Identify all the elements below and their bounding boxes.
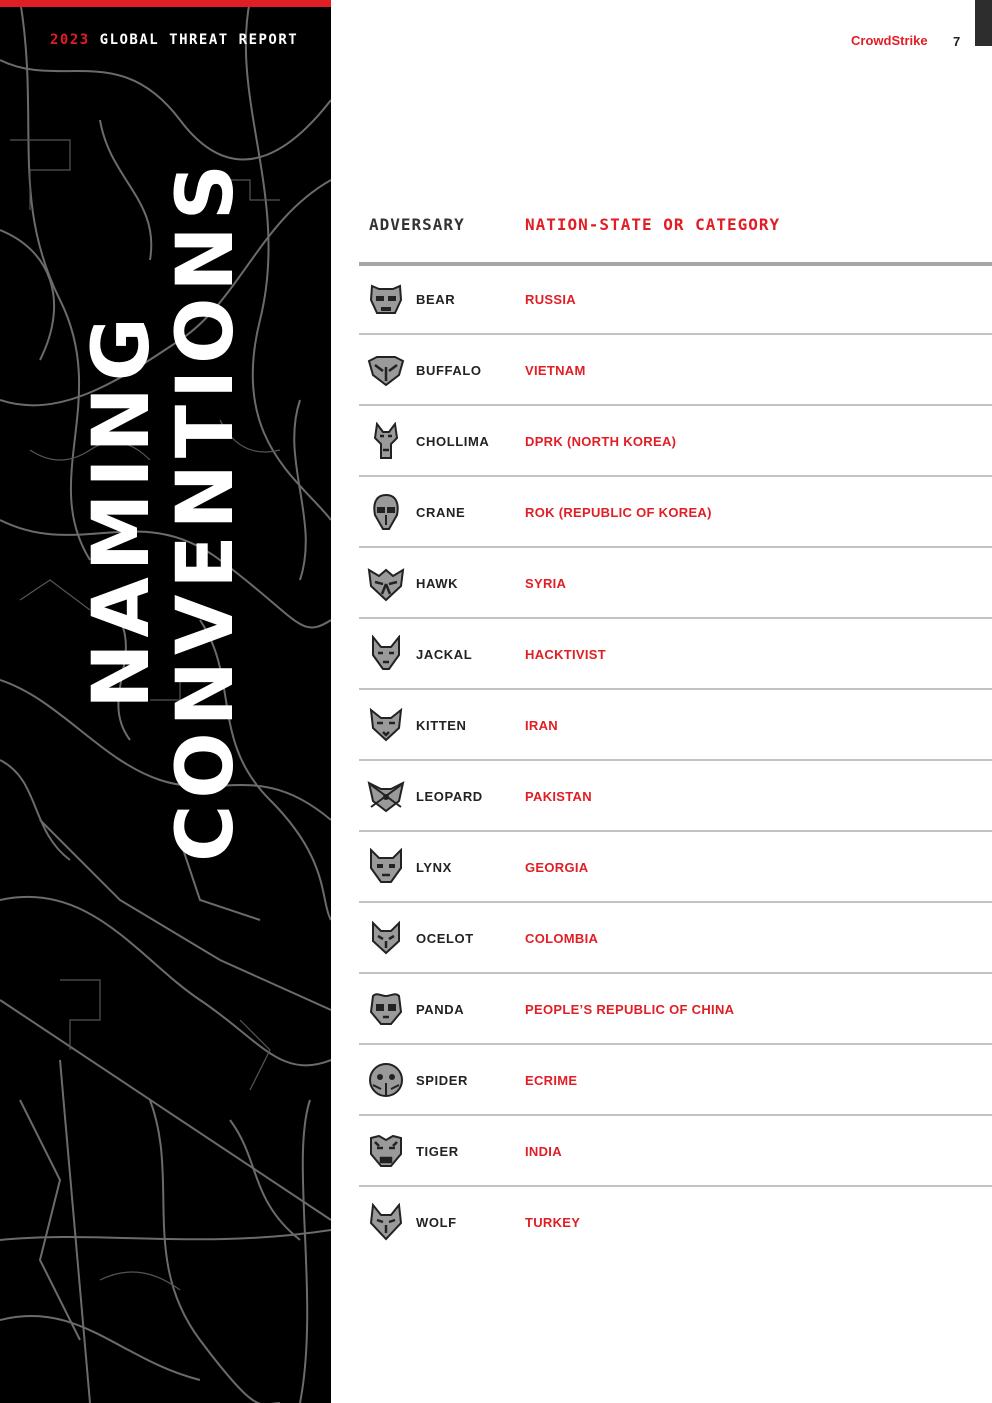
adversary-name: SPIDER xyxy=(416,1073,469,1088)
adversary-name: CHOLLIMA xyxy=(416,434,490,449)
top-accent-bar xyxy=(0,0,331,7)
wolf-icon xyxy=(367,1203,405,1241)
adversary-name: BEAR xyxy=(416,292,456,307)
table-row xyxy=(359,477,992,548)
table-row xyxy=(359,264,992,335)
adversary-name: JACKAL xyxy=(416,647,473,662)
nation-name: VIETNAM xyxy=(525,363,586,378)
report-name: GLOBAL THREAT REPORT xyxy=(89,32,299,48)
nation-name: RUSSIA xyxy=(525,292,576,307)
nation-name: HACKTIVIST xyxy=(525,647,606,662)
nation-name: PAKISTAN xyxy=(525,789,592,804)
buffalo-icon xyxy=(367,351,405,389)
adversary-name: LYNX xyxy=(416,860,452,875)
table-row xyxy=(359,1116,992,1187)
table-row xyxy=(359,335,992,406)
adversary-name: CRANE xyxy=(416,505,466,520)
table-row xyxy=(359,548,992,619)
column-header-nation: NATION-STATE OR CATEGORY xyxy=(525,215,781,234)
report-year: 2023 xyxy=(50,32,90,48)
adversary-name: PANDA xyxy=(416,1002,465,1017)
adversary-name: HAWK xyxy=(416,576,459,591)
nation-name: ROK (REPUBLIC OF KOREA) xyxy=(525,505,712,520)
panda-icon xyxy=(367,990,405,1028)
adversary-name: KITTEN xyxy=(416,718,467,733)
nation-name: SYRIA xyxy=(525,576,567,591)
ocelot-icon xyxy=(367,919,405,957)
table-row xyxy=(359,903,992,974)
hawk-icon xyxy=(367,564,405,602)
nation-name: IRAN xyxy=(525,718,558,733)
nation-name: INDIA xyxy=(525,1144,562,1159)
adversary-name: BUFFALO xyxy=(416,363,482,378)
adversary-name: OCELOT xyxy=(416,931,474,946)
crane-icon xyxy=(367,493,405,531)
adversary-name: WOLF xyxy=(416,1215,457,1230)
table-row xyxy=(359,1187,992,1258)
column-header-adversary: ADVERSARY xyxy=(369,215,465,234)
nation-name: GEORGIA xyxy=(525,860,589,875)
spider-icon xyxy=(367,1061,405,1099)
bear-icon xyxy=(367,280,405,318)
jackal-icon xyxy=(367,635,405,673)
adversary-name: LEOPARD xyxy=(416,789,483,804)
nation-name: ECRIME xyxy=(525,1073,578,1088)
page-title-line2: CONVENTIONS xyxy=(161,158,251,862)
cover-panel xyxy=(0,0,331,1403)
adversary-name: TIGER xyxy=(416,1144,459,1159)
page-tab xyxy=(975,0,992,46)
table-row xyxy=(359,1045,992,1116)
page-title-line1: NAMING xyxy=(77,311,167,709)
nation-name: TURKEY xyxy=(525,1215,581,1230)
table-row xyxy=(359,832,992,903)
page-number: 7 xyxy=(953,34,961,49)
nation-name: PEOPLE’S REPUBLIC OF CHINA xyxy=(525,1002,735,1017)
page-title xyxy=(77,130,251,890)
nation-name: DPRK (NORTH KOREA) xyxy=(525,434,677,449)
kitten-icon xyxy=(367,706,405,744)
tiger-icon xyxy=(367,1132,405,1170)
table-row xyxy=(359,406,992,477)
leopard-icon xyxy=(367,777,405,815)
table-row xyxy=(359,761,992,832)
table-row xyxy=(359,619,992,690)
lynx-icon xyxy=(367,848,405,886)
table-row xyxy=(359,690,992,761)
table-row xyxy=(359,974,992,1045)
report-title xyxy=(50,32,298,48)
nation-name: COLOMBIA xyxy=(525,931,599,946)
chollima-icon xyxy=(367,422,405,460)
brand-name: CrowdStrike xyxy=(851,33,928,48)
